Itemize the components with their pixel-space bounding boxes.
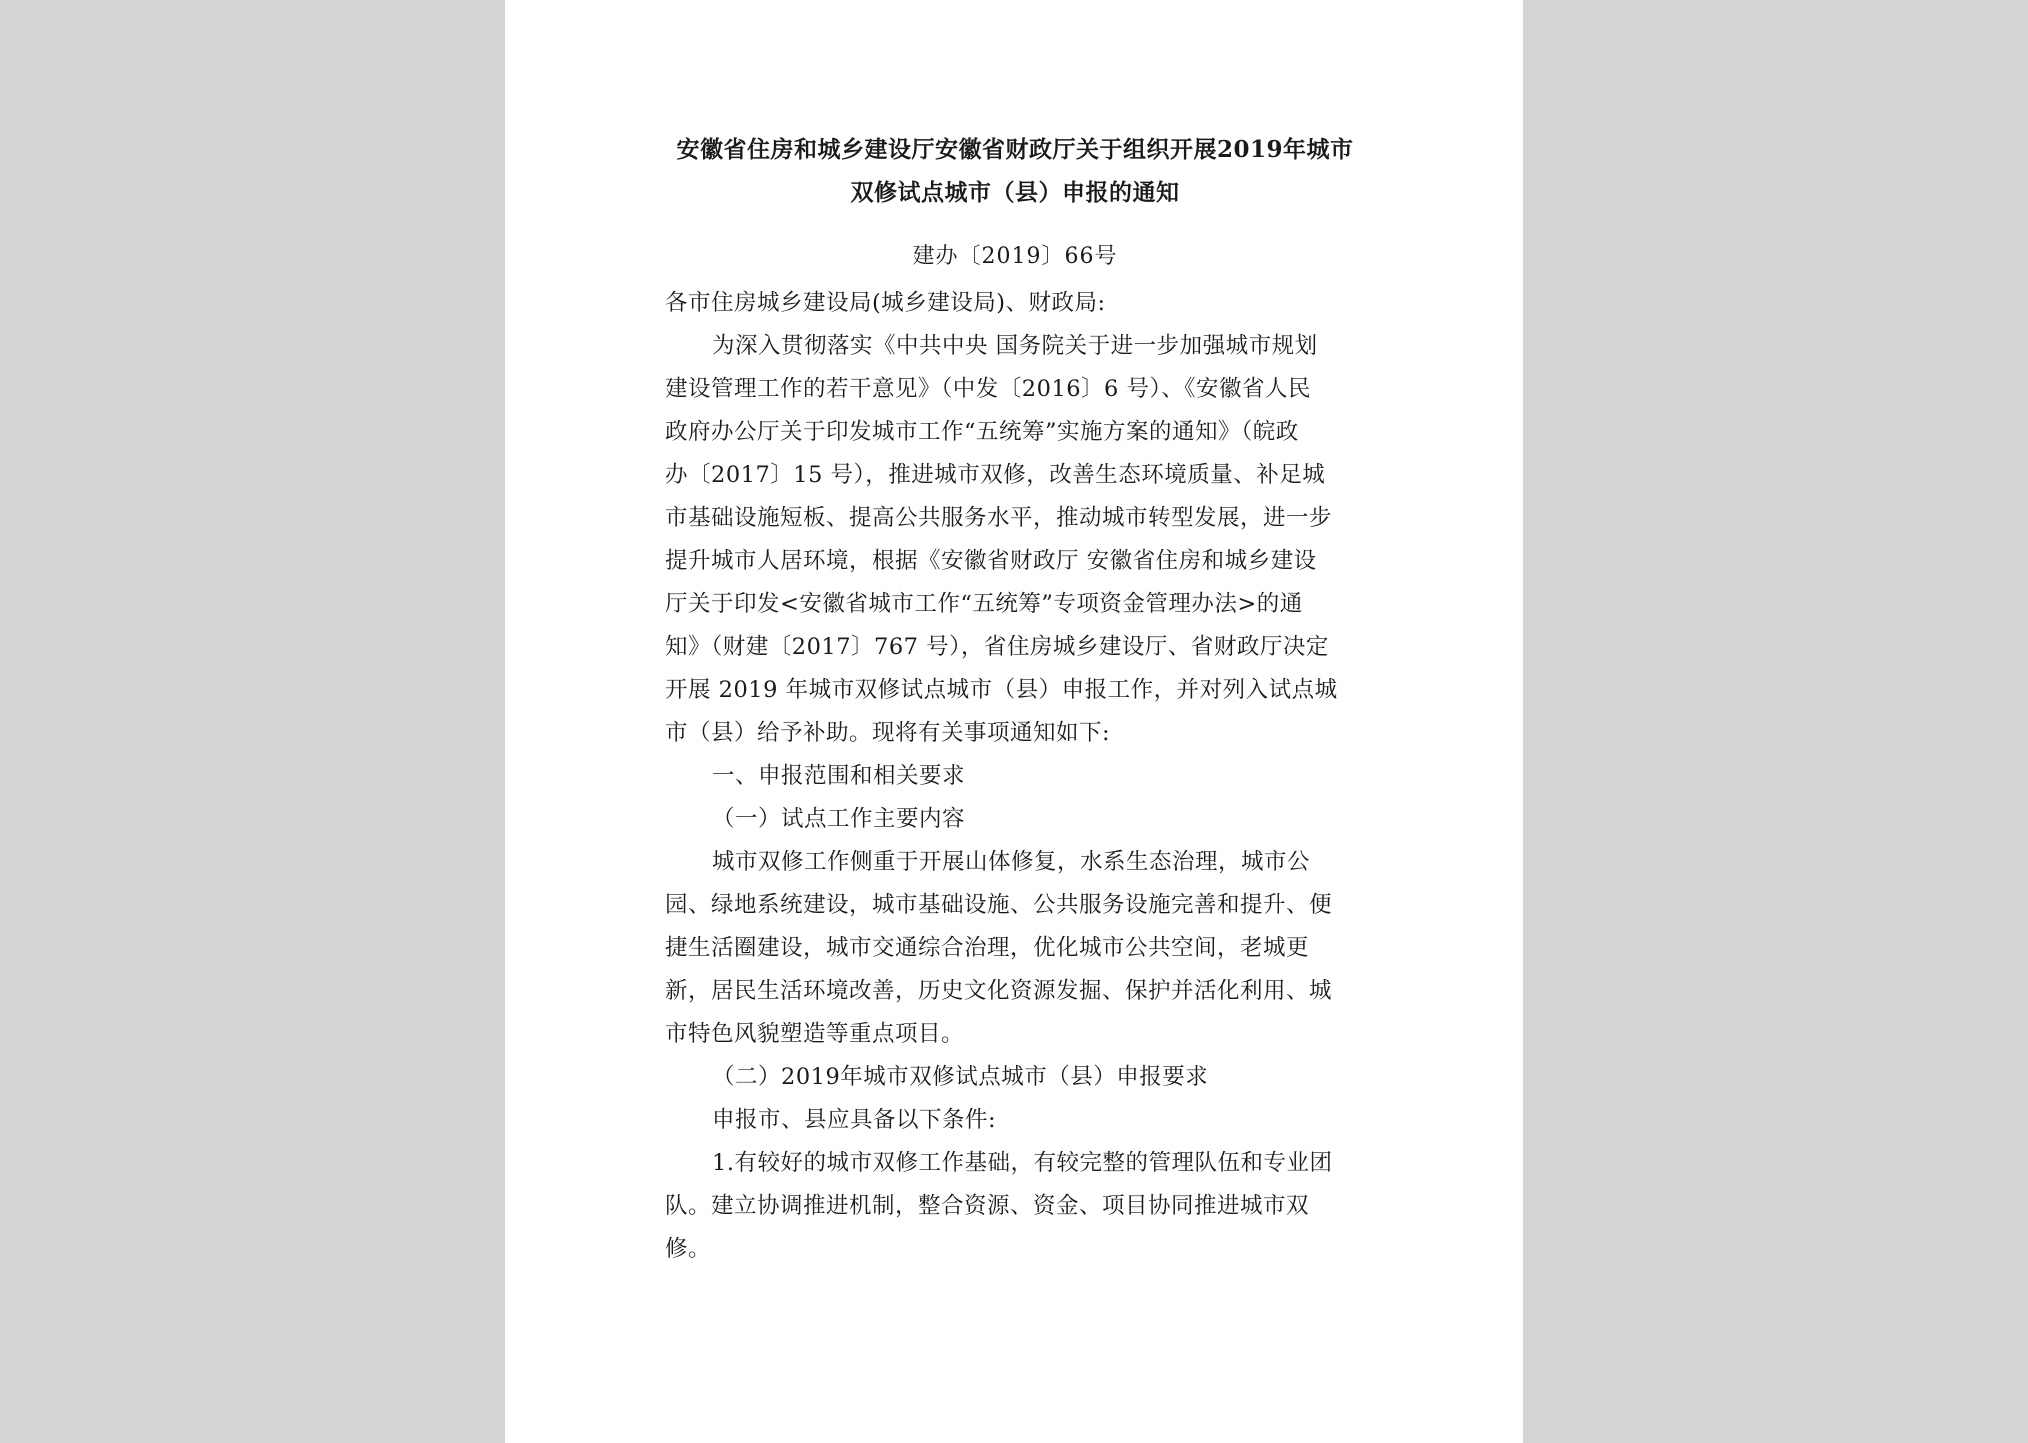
body-line: 市特色风貌塑造等重点项目。 [665,1021,965,1047]
body-line: 园、绿地系统建设，城市基础设施、公共服务设施完善和提升、便 [665,892,1333,918]
section-heading: 一、申报范围和相关要求 [712,763,966,789]
body-line: 队。建立协调推进机制，整合资源、资金、项目协同推进城市双 [665,1193,1310,1219]
subsection-heading: （一）试点工作主要内容 [712,806,966,832]
body-line: 城市双修工作侧重于开展山体修复，水系生态治理，城市公 [712,849,1311,875]
document-content [665,128,1365,1271]
body-line: 申报市、县应具备以下条件: [712,1107,997,1133]
document-number: 建办〔2019〕66号 [912,244,1118,269]
body-line: 提升城市人居环境，根据《安徽省财政厅 安徽省住房和城乡建设 [665,548,1317,574]
title-line-2: 双修试点城市（县）申报的通知 [850,179,1180,206]
document-body [665,282,1365,1271]
body-line: 开展 2019 年城市双修试点城市（县）申报工作，并对列入试点城 [665,677,1338,703]
body-line: 办〔2017〕15 号），推进城市双修，改善生态环境质量、补足城 [665,462,1326,488]
body-line: 捷生活圈建设，城市交通综合治理，优化城市公共空间，老城更 [665,935,1310,961]
body-line: 政府办公厅关于印发城市工作“五统筹”实施方案的通知》（皖政 [665,419,1299,445]
document-title [665,128,1365,214]
addressee-line: 各市住房城乡建设局(城乡建设局)、财政局: [665,290,1106,316]
body-line: 市基础设施短板、提高公共服务水平，推动城市转型发展，进一步 [665,505,1333,531]
body-line: 知》（财建〔2017〕767 号），省住房城乡建设厅、省财政厅决定 [665,634,1329,660]
body-line: 修。 [665,1236,712,1262]
body-line: 建设管理工作的若干意见》（中发〔2016〕6 号）、《安徽省人民 [665,376,1311,402]
title-line-1: 安徽省住房和城乡建设厅安徽省财政厅关于组织开展2019年城市 [676,136,1354,163]
body-line: 厅关于印发<安徽省城市工作“五统筹”专项资金管理办法>的通 [665,591,1303,617]
body-line: 市（县）给予补助。现将有关事项通知如下: [665,720,1111,746]
body-line: 新，居民生活环境改善，历史文化资源发掘、保护并活化利用、城 [665,978,1333,1004]
document-page [505,0,1523,1443]
subsection-heading: （二）2019年城市双修试点城市（县）申报要求 [712,1064,1209,1090]
body-line: 为深入贯彻落实《中共中央 国务院关于进一步加强城市规划 [712,333,1318,359]
list-item: 1.有较好的城市双修工作基础，有较完整的管理队伍和专业团 [712,1150,1333,1176]
